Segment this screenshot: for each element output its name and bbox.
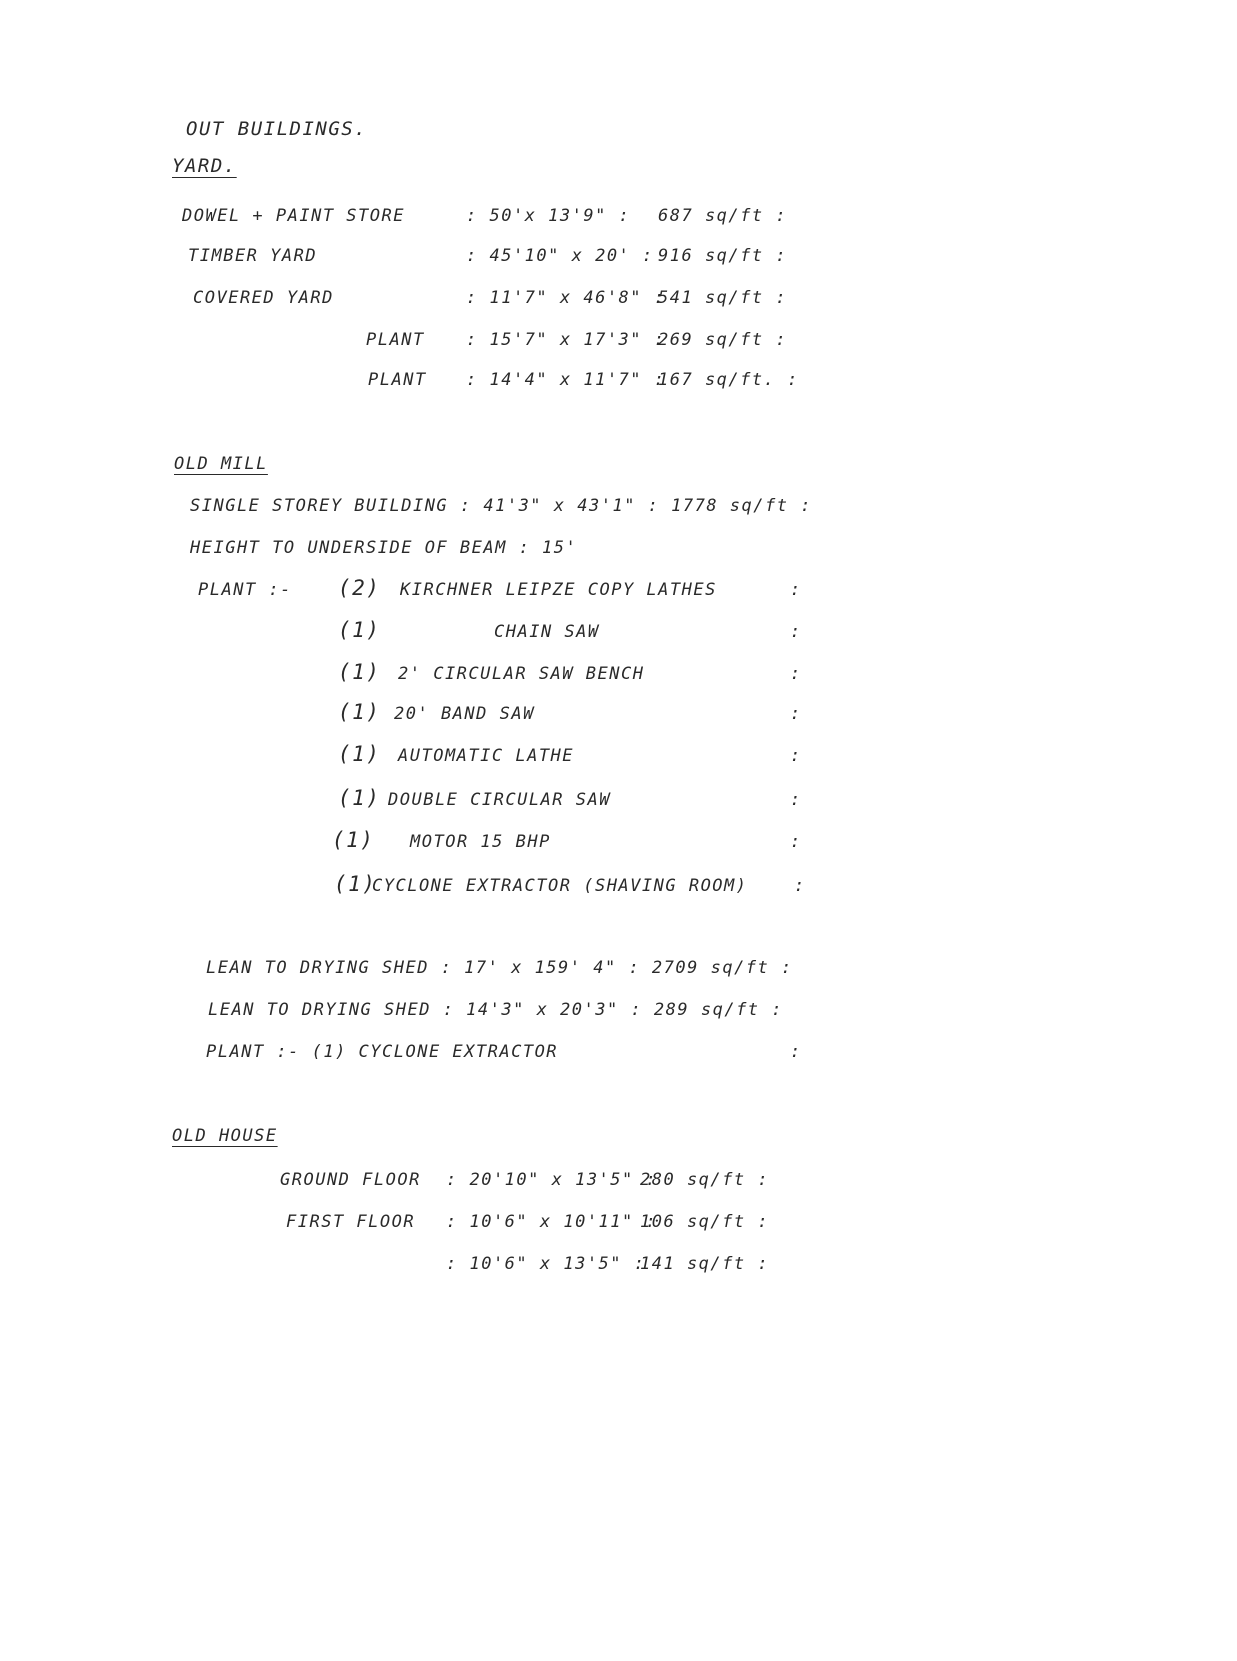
yard-row-label: PLANT	[366, 330, 425, 350]
plant-item-qty: (2)	[338, 576, 381, 600]
old-mill-plant-label: PLANT :-	[198, 580, 292, 600]
plant-item-qty: (1)	[338, 618, 381, 642]
house-row-area: 280 sq/ft :	[640, 1170, 770, 1190]
plant-item-desc: CHAIN SAW	[494, 622, 600, 642]
yard-row-dims: : 50'x 13'9" :	[466, 206, 631, 226]
plant-item-end: :	[790, 664, 802, 684]
plant-item-desc: 20' BAND SAW	[394, 704, 535, 724]
house-row-dims: : 20'10" x 13'5" :	[446, 1170, 658, 1190]
plant-item-end: :	[790, 580, 802, 600]
plant-item-qty: (1)	[338, 742, 381, 766]
yard-row-area: 541 sq/ft :	[658, 288, 788, 308]
old-mill-height: HEIGHT TO UNDERSIDE OF BEAM : 15'	[190, 538, 578, 558]
plant-item-end: :	[790, 622, 802, 642]
shed-plant-end: :	[790, 1042, 802, 1062]
yard-heading: YARD.	[172, 155, 237, 177]
plant-item-end: :	[794, 876, 806, 896]
yard-row-label: COVERED YARD	[193, 288, 334, 308]
house-row-area: 141 sq/ft :	[640, 1254, 770, 1274]
yard-row-area: 916 sq/ft :	[658, 246, 788, 266]
house-row-dims: : 10'6" x 13'5" :	[446, 1254, 646, 1274]
yard-row-label: TIMBER YARD	[188, 246, 318, 266]
house-row-dims: : 10'6" x 10'11" :	[446, 1212, 658, 1232]
yard-row-dims: : 14'4" x 11'7" :	[466, 370, 666, 390]
yard-row-dims: : 11'7" x 46'8" :	[466, 288, 666, 308]
plant-item-desc: AUTOMATIC LATHE	[398, 746, 575, 766]
plant-item-qty: (1)	[338, 660, 381, 684]
yard-row-area: 687 sq/ft :	[658, 206, 788, 226]
plant-item-desc: KIRCHNER LEIPZE COPY LATHES	[400, 580, 717, 600]
yard-row-area: 167 sq/ft. :	[658, 370, 799, 390]
yard-row-label: DOWEL + PAINT STORE	[182, 206, 405, 226]
plant-item-desc: CYCLONE EXTRACTOR (SHAVING ROOM)	[372, 876, 748, 896]
plant-item-end: :	[790, 832, 802, 852]
yard-row-area: 269 sq/ft :	[658, 330, 788, 350]
house-row-label: GROUND FLOOR	[280, 1170, 421, 1190]
plant-item-end: :	[790, 746, 802, 766]
old-mill-heading: OLD MILL	[174, 454, 268, 474]
shed-plant-line: PLANT :- (1) CYCLONE EXTRACTOR	[206, 1042, 559, 1062]
drying-shed-line: LEAN TO DRYING SHED : 17' x 159' 4" : 2709 sq/ft :	[206, 958, 793, 978]
house-row-area: 106 sq/ft :	[640, 1212, 770, 1232]
old-house-heading: OLD HOUSE	[172, 1126, 278, 1146]
page-title: OUT BUILDINGS.	[186, 118, 368, 140]
plant-item-desc: 2' CIRCULAR SAW BENCH	[398, 664, 645, 684]
plant-item-desc: MOTOR 15 BHP	[410, 832, 551, 852]
plant-item-qty: (1)	[338, 786, 381, 810]
plant-item-qty: (1)	[334, 872, 377, 896]
plant-item-desc: DOUBLE CIRCULAR SAW	[388, 790, 611, 810]
yard-row-dims: : 45'10" x 20' :	[466, 246, 654, 266]
plant-item-qty: (1)	[332, 828, 375, 852]
yard-row-dims: : 15'7" x 17'3" :	[466, 330, 666, 350]
yard-row-label: PLANT	[368, 370, 427, 390]
plant-item-end: :	[790, 790, 802, 810]
old-mill-building: SINGLE STOREY BUILDING : 41'3" x 43'1" : 1778 sq/ft :	[190, 496, 812, 516]
house-row-label: FIRST FLOOR	[286, 1212, 416, 1232]
plant-item-qty: (1)	[338, 700, 381, 724]
plant-item-end: :	[790, 704, 802, 724]
drying-shed-line: LEAN TO DRYING SHED : 14'3" x 20'3" : 289 sq/ft :	[208, 1000, 784, 1020]
